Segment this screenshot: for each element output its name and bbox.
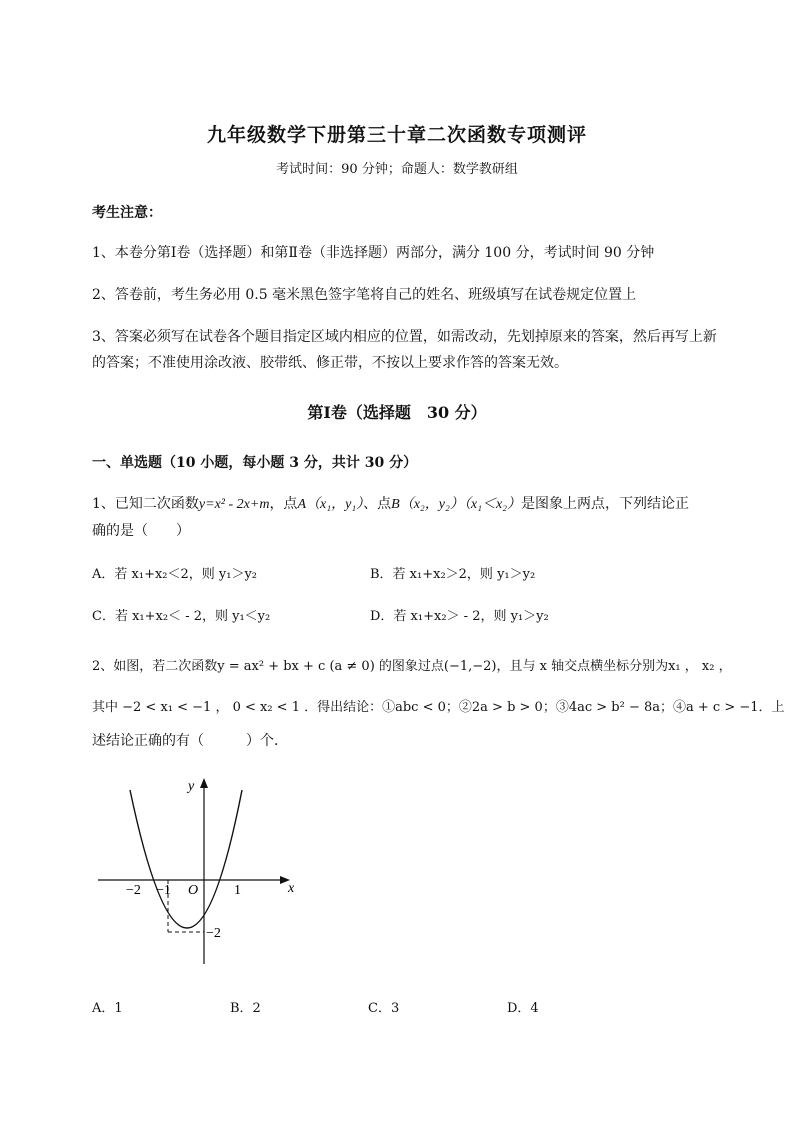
section-title: 第Ⅰ卷（选择题 30 分） (307, 403, 487, 422)
y-axis-arrow (200, 778, 208, 788)
page-title: 九年级数学下册第三十章二次函数专项测评 (206, 124, 587, 146)
q1-function: y=x² - 2x+m (198, 497, 270, 512)
q1-text-a: 1、已知二次函数 (92, 496, 199, 512)
question-1-line-1 (92, 493, 689, 513)
q2-option-b[interactable]: B．2 (230, 1001, 261, 1016)
parabola-graph (90, 770, 310, 970)
section-subtitle: 一、单选题（10 小题，每小题 3 分，共计 30 分） (92, 455, 418, 471)
q2-option-d[interactable]: D．4 (507, 1001, 539, 1016)
q2-option-c[interactable]: C．3 (368, 1001, 400, 1016)
q1-option-c[interactable]: C．若 x₁+x₂＜ - 2，则 y₁＜y₂ (92, 609, 271, 624)
q2-option-a[interactable]: A．1 (92, 1001, 123, 1016)
q1-text-b: ，点 (269, 496, 298, 512)
parabola-curve (130, 790, 242, 928)
tick-label-neg2: −2 (126, 883, 141, 898)
q1-option-d[interactable]: D．若 x₁+x₂＞ - 2，则 y₁＞y₂ (370, 609, 549, 624)
q1-option-a[interactable]: A．若 x₁+x₂＜2，则 y₁＞y₂ (92, 567, 258, 582)
q1-point-b: B（x₂，y₂） (391, 497, 464, 512)
q1-text-d: 是图象上两点，下列结论正 (521, 496, 690, 512)
notice-item-3-line-2: 的答案；不准使用涂改液、胶带纸、修正带，不按以上要求作答的答案无效。 (92, 355, 568, 371)
x-axis-label: x (288, 881, 295, 896)
y-axis-label: y (188, 779, 195, 794)
tick-label-neg1: −1 (156, 883, 171, 898)
tick-label-1: 1 (234, 883, 241, 898)
q1-condition: （x₁＜x₂） (463, 497, 522, 512)
origin-label: O (188, 883, 199, 898)
exam-info: 考试时间：90 分钟；命题人：数学教研组 (276, 162, 518, 177)
question-2-line-1: 2、如图，若二次函数y = ax² + bx + c (a ≠ 0) 的图象过点(−1,−2)，且与 x 轴交点横坐标分别为x₁ ， x₂ ， (92, 659, 732, 674)
question-1-line-2: 确的是（ ） (92, 523, 190, 539)
question-2-line-2: 其中 −2 < x₁ < −1 ， 0 < x₂ < 1 ．得出结论：①abc < 0；②2a > b > 0；③4ac > b² − 8a；④a + c > −1．上 (92, 700, 785, 715)
notice-heading: 考生注意： (92, 205, 162, 221)
question-2-line-3: 述结论正确的有（ ）个． (92, 733, 288, 749)
q1-point-a: A（x₁，y₁） (297, 497, 364, 512)
notice-item-2: 2、答卷前，考生务必用 0.5 毫米黑色签字笔将自己的姓名、班级填写在试卷规定位置上 (92, 287, 637, 303)
q1-text-c: 、点 (363, 496, 392, 512)
notice-item-1: 1、本卷分第Ⅰ卷（选择题）和第Ⅱ卷（非选择题）两部分，满分 100 分，考试时间 90 分钟 (92, 245, 655, 261)
q1-option-b[interactable]: B．若 x₁+x₂＞2，则 y₁＞y₂ (370, 567, 536, 582)
notice-item-3-line-1: 3、答案必须写在试卷各个题目指定区域内相应的位置，如需改动，先划掉原来的答案，然后再写上新 (92, 329, 717, 345)
tick-label-y-neg2: −2 (206, 926, 221, 941)
